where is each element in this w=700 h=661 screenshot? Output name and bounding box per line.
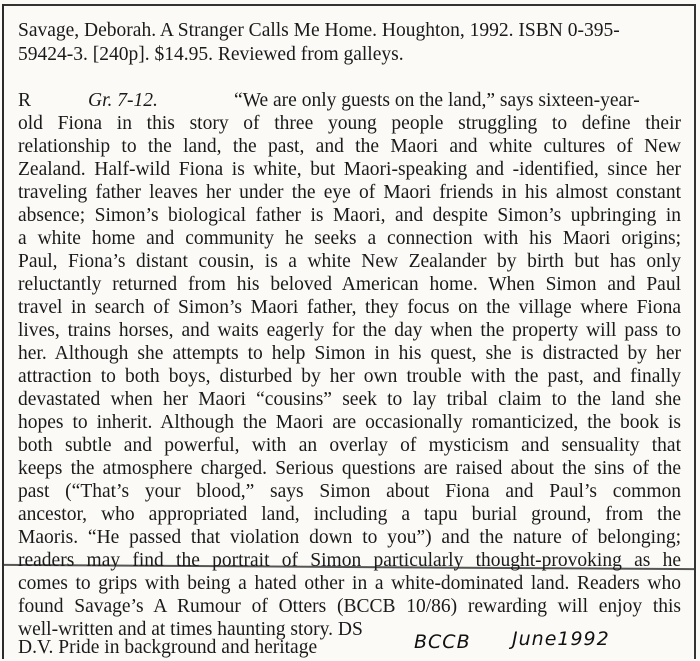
clipping-border-left	[2, 4, 4, 659]
dv-line: D.V. Pride in background and heritage	[18, 637, 318, 658]
citation-line-2: 59424-3. [240p]. $14.95. Reviewed from galleys.	[18, 44, 404, 65]
review-line-11: lives, trains horses, and waits eagerly for the day when the property will pass to	[18, 320, 681, 341]
review-line-12: her. Although she attempts to help Simon in his quest, she is distracted by her	[18, 343, 681, 364]
review-line-8: Paul, Fiona’s distant cousin, is a white New Zealander by birth but has only	[18, 251, 681, 272]
citation-line-1: Savage, Deborah. A Stranger Calls Me Home. Houghton, 1992. ISBN 0-395-	[18, 20, 620, 41]
handwritten-source: BCCB	[414, 631, 471, 653]
review-line-7: a white home and community he seeks a connection with his Maori origins;	[18, 228, 681, 249]
review-line-6: absence; Simon’s biological father is Maori, and despite Simon’s upbringing in	[18, 205, 681, 226]
clipping-border-right	[694, 4, 696, 659]
review-line-21: readers may find the portrait of Simon particularly thought-provoking as he	[18, 550, 681, 571]
review-line-15: hopes to inherit. Although the Maori are occasionally romanticized, the book is	[18, 412, 681, 433]
review-line-22: comes to grips with being a hated other in a white-dominated land. Readers who	[18, 573, 681, 594]
review-line-9: reluctantly returned from his beloved American home. When Simon and Paul	[18, 274, 681, 295]
review-line-2: old Fiona in this story of three young people struggling to define their	[18, 113, 681, 134]
review-line-13: attraction to both boys, disturbed by her own trouble with the past, and finally	[18, 366, 681, 387]
review-line-16: both subtle and powerful, with an overlay of mysticism and sensuality that	[18, 435, 681, 456]
handwritten-date: June1992	[512, 628, 610, 650]
review-line-19: ancestor, who appropriated land, including a tapu burial ground, from the	[18, 504, 681, 525]
review-line-23: found Savage’s A Rumour of Otters (BCCB 10/86) rewarding will enjoy this	[18, 596, 681, 617]
clipping-border-top	[2, 4, 696, 6]
review-line-3: relationship to the land, the past, and the Maori and white cultures of New	[18, 136, 681, 157]
grade-level: Gr. 7-12.	[88, 90, 158, 111]
rating-mark: R	[18, 90, 32, 111]
review-line-18: past (“That’s your blood,” says Simon about Fiona and Paul’s common	[18, 481, 681, 502]
review-line-20: Maoris. “He passed that violation down to you”) and the nature of belonging;	[18, 527, 681, 548]
review-line-17: keeps the atmosphere charged. Serious questions are raised about the sins of the	[18, 458, 681, 479]
review-line-24: well-written and at times haunting story. DS	[18, 619, 363, 640]
review-line-14: devastated when her Maori “cousins” seek to lay tribal claim to the land she	[18, 389, 681, 410]
review-line-4: Zealand. Half-wild Fiona is white, but Maori-speaking and -identified, since her	[18, 159, 681, 180]
review-line-1: “We are only guests on the land,” says sixteen-year-	[234, 90, 640, 111]
review-line-5: traveling father leaves her under the eye of Maori friends in his almost constant	[18, 182, 681, 203]
review-line-10: travel in search of Simon’s Maori father, they focus on the village where Fiona	[18, 297, 681, 318]
